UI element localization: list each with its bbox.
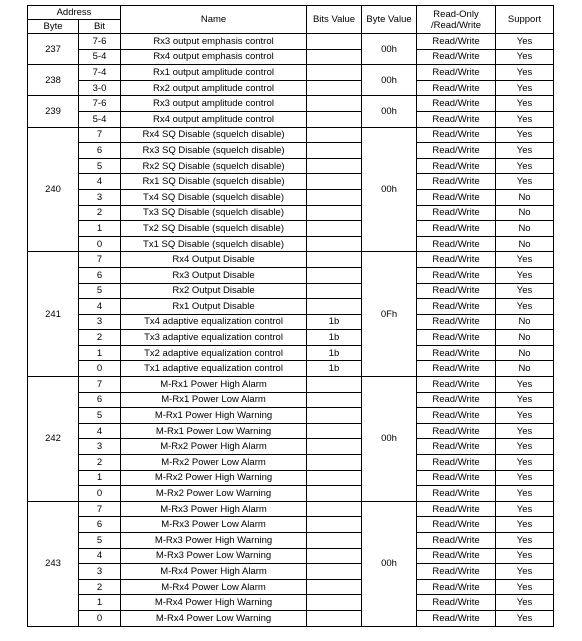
bit-cell: 3-0 [79, 80, 121, 96]
name-cell: M-Rx2 Power Low Warning [121, 486, 307, 502]
byte-value-cell: 00h [362, 127, 417, 252]
header-bits-value: Bits Value [307, 6, 362, 34]
table-row [28, 470, 554, 486]
bit-cell: 0 [79, 610, 121, 626]
name-cell: M-Rx1 Power High Warning [121, 408, 307, 424]
table-row [28, 392, 554, 408]
byte-value-cell: 00h [362, 377, 417, 502]
access-cell: Read/Write [417, 252, 496, 268]
support-cell: Yes [496, 548, 554, 564]
support-cell: Yes [496, 143, 554, 159]
bits-value-cell [307, 501, 362, 517]
support-cell: Yes [496, 595, 554, 611]
bit-cell: 6 [79, 517, 121, 533]
bits-value-cell [307, 189, 362, 205]
support-cell: Yes [496, 299, 554, 315]
name-cell: Tx2 adaptive equalization control [121, 345, 307, 361]
bits-value-cell [307, 408, 362, 424]
access-cell: Read/Write [417, 486, 496, 502]
table-row [28, 267, 554, 283]
bit-cell: 2 [79, 455, 121, 471]
byte-value-cell: 00h [362, 34, 417, 65]
bits-value-cell [307, 610, 362, 626]
bits-value-cell [307, 548, 362, 564]
bits-value-cell [307, 65, 362, 81]
bit-cell: 0 [79, 361, 121, 377]
support-cell: Yes [496, 158, 554, 174]
table-row [28, 595, 554, 611]
bit-cell: 3 [79, 564, 121, 580]
table-row [28, 610, 554, 626]
bits-value-cell [307, 96, 362, 112]
name-cell: Tx4 SQ Disable (squelch disable) [121, 189, 307, 205]
access-cell: Read/Write [417, 267, 496, 283]
support-cell: Yes [496, 65, 554, 81]
bit-cell: 4 [79, 174, 121, 190]
support-cell: Yes [496, 533, 554, 549]
bits-value-cell [307, 205, 362, 221]
bits-value-cell: 1b [307, 345, 362, 361]
name-cell: M-Rx4 Power Low Alarm [121, 579, 307, 595]
table-row [28, 127, 554, 143]
table-row [28, 34, 554, 50]
table-row [28, 548, 554, 564]
support-cell: Yes [496, 610, 554, 626]
header-name: Name [121, 6, 307, 34]
byte-address-cell: 239 [28, 96, 79, 127]
bits-value-cell [307, 252, 362, 268]
table-row [28, 314, 554, 330]
name-cell: Rx1 Output Disable [121, 299, 307, 315]
table-row [28, 299, 554, 315]
byte-value-cell: 0Fh [362, 252, 417, 377]
name-cell: Rx1 output amplitude control [121, 65, 307, 81]
register-table [27, 5, 554, 627]
name-cell: Rx4 SQ Disable (squelch disable) [121, 127, 307, 143]
table-row [28, 423, 554, 439]
byte-address-cell: 242 [28, 377, 79, 502]
support-cell: Yes [496, 174, 554, 190]
table-row [28, 96, 554, 112]
table-header [28, 6, 554, 34]
name-cell: Rx2 Output Disable [121, 283, 307, 299]
bit-cell: 0 [79, 486, 121, 502]
bit-cell: 3 [79, 314, 121, 330]
bits-value-cell [307, 221, 362, 237]
access-cell: Read/Write [417, 174, 496, 190]
byte-address-cell: 237 [28, 34, 79, 65]
bits-value-cell [307, 517, 362, 533]
header-bit: Bit [79, 20, 121, 34]
table-row [28, 486, 554, 502]
access-cell: Read/Write [417, 610, 496, 626]
access-cell: Read/Write [417, 236, 496, 252]
access-cell: Read/Write [417, 517, 496, 533]
header-access-line1: Read-Only [433, 8, 479, 20]
bits-value-cell: 1b [307, 314, 362, 330]
name-cell: M-Rx1 Power Low Alarm [121, 392, 307, 408]
bit-cell: 7 [79, 501, 121, 517]
table-row [28, 579, 554, 595]
byte-value-cell: 00h [362, 501, 417, 626]
access-cell: Read/Write [417, 361, 496, 377]
access-cell: Read/Write [417, 579, 496, 595]
bit-cell: 2 [79, 579, 121, 595]
access-cell: Read/Write [417, 408, 496, 424]
access-cell: Read/Write [417, 299, 496, 315]
bits-value-cell [307, 143, 362, 159]
bits-value-cell [307, 127, 362, 143]
bits-value-cell [307, 564, 362, 580]
table-row [28, 49, 554, 65]
table-row [28, 408, 554, 424]
support-cell: No [496, 345, 554, 361]
access-cell: Read/Write [417, 470, 496, 486]
table-row [28, 377, 554, 393]
access-cell: Read/Write [417, 330, 496, 346]
header-address: Address [28, 6, 121, 20]
table-row [28, 65, 554, 81]
header-access-line2: /Read/Write [431, 19, 481, 31]
access-cell: Read/Write [417, 392, 496, 408]
name-cell: M-Rx4 Power High Warning [121, 595, 307, 611]
bit-cell: 1 [79, 595, 121, 611]
name-cell: Rx4 Output Disable [121, 252, 307, 268]
name-cell: Tx2 SQ Disable (squelch disable) [121, 221, 307, 237]
access-cell: Read/Write [417, 49, 496, 65]
table-row [28, 158, 554, 174]
name-cell: Rx3 output amplitude control [121, 96, 307, 112]
support-cell: Yes [496, 80, 554, 96]
support-cell: Yes [496, 423, 554, 439]
access-cell: Read/Write [417, 345, 496, 361]
bits-value-cell [307, 470, 362, 486]
bit-cell: 5 [79, 408, 121, 424]
support-cell: No [496, 205, 554, 221]
bit-cell: 3 [79, 439, 121, 455]
table-body [28, 34, 554, 627]
support-cell: Yes [496, 408, 554, 424]
bit-cell: 4 [79, 548, 121, 564]
access-cell: Read/Write [417, 501, 496, 517]
access-cell: Read/Write [417, 439, 496, 455]
access-cell: Read/Write [417, 143, 496, 159]
table-row [28, 189, 554, 205]
byte-address-cell: 238 [28, 65, 79, 96]
bit-cell: 0 [79, 236, 121, 252]
bit-cell: 5 [79, 283, 121, 299]
bit-cell: 4 [79, 299, 121, 315]
header-access [417, 6, 496, 34]
name-cell: Rx2 output amplitude control [121, 80, 307, 96]
bit-cell: 5-4 [79, 49, 121, 65]
bit-cell: 5 [79, 158, 121, 174]
bit-cell: 2 [79, 205, 121, 221]
support-cell: Yes [496, 455, 554, 471]
bits-value-cell [307, 533, 362, 549]
bit-cell: 2 [79, 330, 121, 346]
support-cell: Yes [496, 127, 554, 143]
support-cell: Yes [496, 377, 554, 393]
name-cell: Tx1 SQ Disable (squelch disable) [121, 236, 307, 252]
table-row [28, 221, 554, 237]
bit-cell: 1 [79, 470, 121, 486]
table-row [28, 283, 554, 299]
byte-value-cell: 00h [362, 65, 417, 96]
access-cell: Read/Write [417, 158, 496, 174]
table-row [28, 361, 554, 377]
table-row [28, 501, 554, 517]
name-cell: M-Rx2 Power High Alarm [121, 439, 307, 455]
table-row [28, 517, 554, 533]
support-cell: Yes [496, 283, 554, 299]
table-row [28, 564, 554, 580]
table-row [28, 80, 554, 96]
name-cell: Rx3 Output Disable [121, 267, 307, 283]
name-cell: M-Rx3 Power Low Alarm [121, 517, 307, 533]
bit-cell: 7-6 [79, 96, 121, 112]
bit-cell: 7 [79, 377, 121, 393]
support-cell: Yes [496, 267, 554, 283]
name-cell: M-Rx1 Power High Alarm [121, 377, 307, 393]
bits-value-cell [307, 299, 362, 315]
bits-value-cell [307, 595, 362, 611]
support-cell: Yes [496, 517, 554, 533]
name-cell: Tx4 adaptive equalization control [121, 314, 307, 330]
support-cell: No [496, 189, 554, 205]
name-cell: Tx1 adaptive equalization control [121, 361, 307, 377]
support-cell: Yes [496, 392, 554, 408]
table-row [28, 330, 554, 346]
bits-value-cell [307, 486, 362, 502]
access-cell: Read/Write [417, 96, 496, 112]
table-row [28, 439, 554, 455]
table-row [28, 236, 554, 252]
bits-value-cell: 1b [307, 361, 362, 377]
bit-cell: 1 [79, 345, 121, 361]
bit-cell: 6 [79, 143, 121, 159]
support-cell: No [496, 314, 554, 330]
name-cell: M-Rx3 Power Low Warning [121, 548, 307, 564]
access-cell: Read/Write [417, 205, 496, 221]
table-row [28, 174, 554, 190]
header-byte: Byte [28, 20, 79, 34]
name-cell: M-Rx1 Power Low Warning [121, 423, 307, 439]
name-cell: Rx4 output emphasis control [121, 49, 307, 65]
access-cell: Read/Write [417, 65, 496, 81]
table-row [28, 111, 554, 127]
bits-value-cell [307, 377, 362, 393]
bit-cell: 1 [79, 221, 121, 237]
bit-cell: 5 [79, 533, 121, 549]
name-cell: M-Rx4 Power High Alarm [121, 564, 307, 580]
byte-address-cell: 240 [28, 127, 79, 252]
bits-value-cell [307, 49, 362, 65]
bit-cell: 6 [79, 267, 121, 283]
access-cell: Read/Write [417, 548, 496, 564]
access-cell: Read/Write [417, 423, 496, 439]
table-row [28, 205, 554, 221]
bits-value-cell [307, 579, 362, 595]
bits-value-cell [307, 439, 362, 455]
support-cell: No [496, 361, 554, 377]
access-cell: Read/Write [417, 283, 496, 299]
support-cell: Yes [496, 579, 554, 595]
access-cell: Read/Write [417, 221, 496, 237]
support-cell: Yes [496, 486, 554, 502]
table-row [28, 533, 554, 549]
bits-value-cell [307, 267, 362, 283]
name-cell: M-Rx3 Power High Warning [121, 533, 307, 549]
access-cell: Read/Write [417, 80, 496, 96]
bits-value-cell [307, 283, 362, 299]
support-cell: Yes [496, 96, 554, 112]
support-cell: Yes [496, 111, 554, 127]
access-cell: Read/Write [417, 189, 496, 205]
access-cell: Read/Write [417, 595, 496, 611]
table-row [28, 455, 554, 471]
bits-value-cell [307, 236, 362, 252]
access-cell: Read/Write [417, 533, 496, 549]
header-byte-value: Byte Value [362, 6, 417, 34]
support-cell: No [496, 236, 554, 252]
bit-cell: 7 [79, 252, 121, 268]
byte-address-cell: 241 [28, 252, 79, 377]
support-cell: No [496, 221, 554, 237]
bit-cell: 4 [79, 423, 121, 439]
support-cell: Yes [496, 564, 554, 580]
access-cell: Read/Write [417, 111, 496, 127]
bits-value-cell [307, 34, 362, 50]
support-cell: Yes [496, 252, 554, 268]
support-cell: Yes [496, 439, 554, 455]
bit-cell: 3 [79, 189, 121, 205]
name-cell: Rx3 output emphasis control [121, 34, 307, 50]
byte-value-cell: 00h [362, 96, 417, 127]
register-table-wrapper [27, 5, 554, 627]
name-cell: Tx3 SQ Disable (squelch disable) [121, 205, 307, 221]
access-cell: Read/Write [417, 377, 496, 393]
name-cell: M-Rx2 Power Low Alarm [121, 455, 307, 471]
bit-cell: 5-4 [79, 111, 121, 127]
access-cell: Read/Write [417, 127, 496, 143]
table-row [28, 345, 554, 361]
support-cell: Yes [496, 470, 554, 486]
bits-value-cell [307, 111, 362, 127]
name-cell: Tx3 adaptive equalization control [121, 330, 307, 346]
byte-address-cell: 243 [28, 501, 79, 626]
name-cell: M-Rx2 Power High Warning [121, 470, 307, 486]
name-cell: M-Rx4 Power Low Warning [121, 610, 307, 626]
bits-value-cell [307, 423, 362, 439]
bits-value-cell [307, 455, 362, 471]
bit-cell: 6 [79, 392, 121, 408]
bits-value-cell [307, 392, 362, 408]
header-support: Support [496, 6, 554, 34]
table-row [28, 143, 554, 159]
support-cell: No [496, 330, 554, 346]
support-cell: Yes [496, 49, 554, 65]
name-cell: Rx3 SQ Disable (squelch disable) [121, 143, 307, 159]
bit-cell: 7-4 [79, 65, 121, 81]
name-cell: Rx1 SQ Disable (squelch disable) [121, 174, 307, 190]
access-cell: Read/Write [417, 34, 496, 50]
support-cell: Yes [496, 501, 554, 517]
name-cell: M-Rx3 Power High Alarm [121, 501, 307, 517]
name-cell: Rx4 output amplitude control [121, 111, 307, 127]
bits-value-cell [307, 158, 362, 174]
bit-cell: 7-6 [79, 34, 121, 50]
name-cell: Rx2 SQ Disable (squelch disable) [121, 158, 307, 174]
bits-value-cell [307, 80, 362, 96]
support-cell: Yes [496, 34, 554, 50]
table-row [28, 252, 554, 268]
bits-value-cell: 1b [307, 330, 362, 346]
access-cell: Read/Write [417, 314, 496, 330]
bit-cell: 7 [79, 127, 121, 143]
bits-value-cell [307, 174, 362, 190]
access-cell: Read/Write [417, 455, 496, 471]
access-cell: Read/Write [417, 564, 496, 580]
